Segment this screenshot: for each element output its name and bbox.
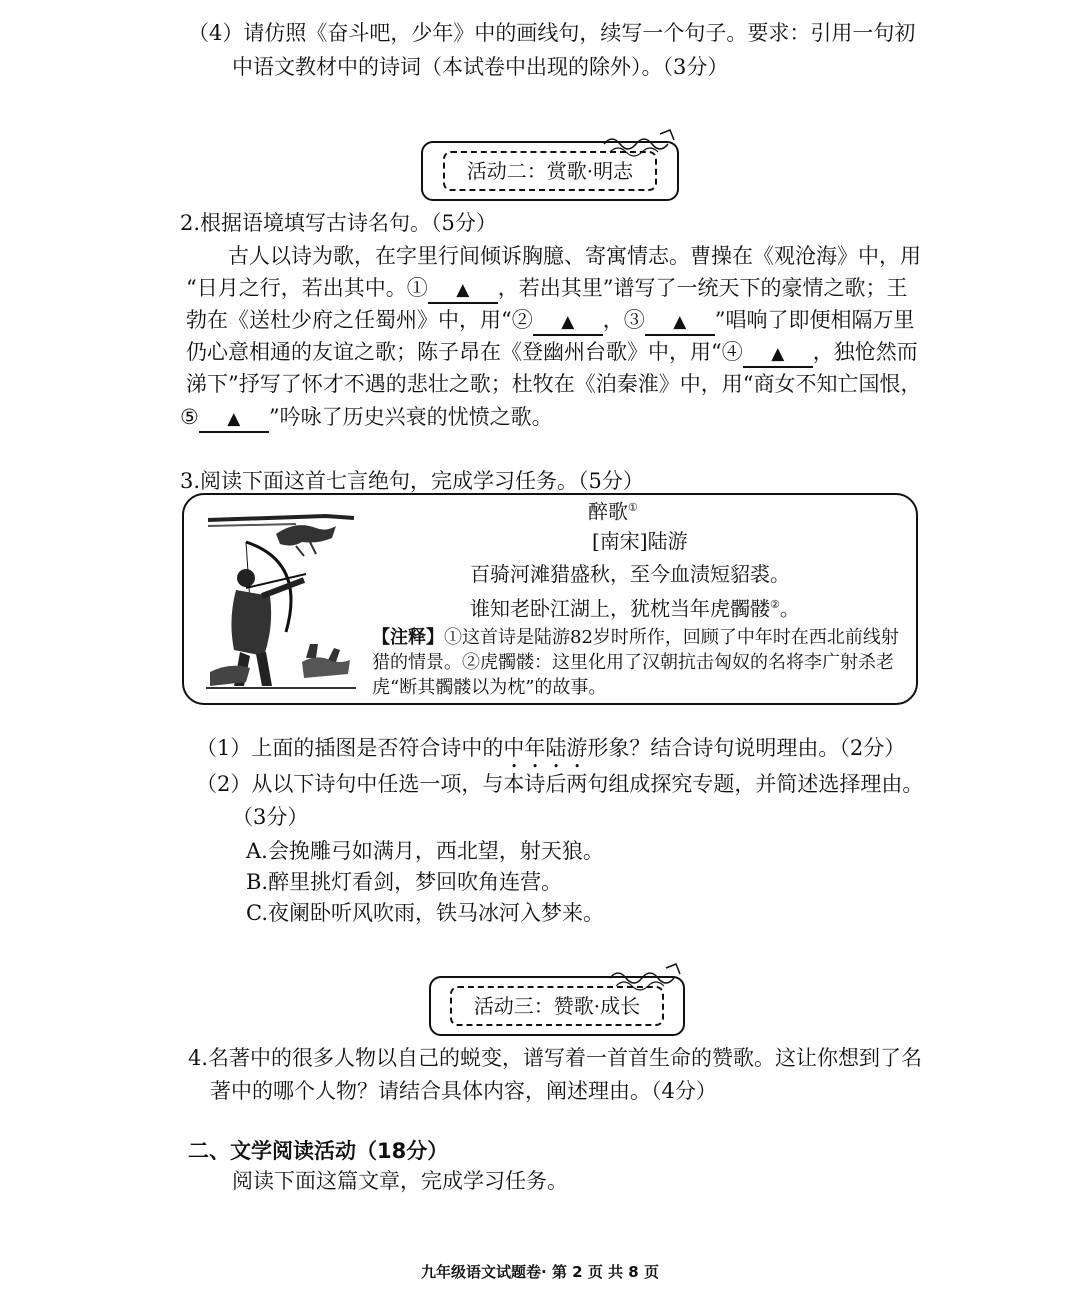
q2-line3 xyxy=(186,305,914,336)
blank-5[interactable] xyxy=(199,405,269,433)
q3-option-a: A.会挽雕弓如满月，西北望，射天狼。 xyxy=(246,839,604,863)
q2-line1: 古人以诗为歌，在字里行间倾诉胸臆、寄寓情志。曹操在《观沧海》中，用 xyxy=(228,244,921,268)
triangle-icon: ▲ xyxy=(771,344,785,364)
q2-heading: 2.根据语境填写古诗名句。（5分） xyxy=(180,211,497,235)
q2-line4 xyxy=(186,337,918,368)
poem-note-line1: 【注释】①这首诗是陆游82岁时所作，回顾了中年时在西北前线射 xyxy=(372,627,899,648)
activity2-title: 活动二：赏歌·明志 xyxy=(443,151,657,191)
blank-2[interactable] xyxy=(533,308,603,336)
blank-1[interactable] xyxy=(428,276,498,304)
q3-sub1: （1）上面的插图是否符合诗中的中年陆游形象？结合诗句说明理由。（2分） xyxy=(196,736,906,760)
section2-intro: 阅读下面这篇文章，完成学习任务。 xyxy=(232,1169,568,1193)
triangle-icon: ▲ xyxy=(456,280,470,300)
triangle-icon: ▲ xyxy=(227,409,241,429)
activity2-banner xyxy=(421,141,679,201)
blank-4[interactable] xyxy=(743,340,813,368)
poem-verse-2: 谁知老卧江湖上，犹枕当年虎髑髅②。 xyxy=(470,596,800,621)
poem-verse-2-note: ② xyxy=(770,598,780,611)
q3-sub2-score: （3分） xyxy=(232,805,309,829)
activity3-title: 活动三：赞歌·成长 xyxy=(450,986,664,1026)
q2-line4-a: 仍心意相通的友谊之歌；陈子昂在《登幽州台歌》中，用“④ xyxy=(186,340,743,364)
poem-note-line3: 虎“断其髑髅以为枕”的故事。 xyxy=(372,677,607,698)
q2-line6-b: ”吟咏了历史兴衰的忧愤之歌。 xyxy=(268,405,553,429)
q2-line5: 涕下”抒写了怀才不遇的悲壮之歌；杜牧在《泊秦淮》中，用“商女不知亡国恨， xyxy=(186,372,922,396)
triangle-icon: ▲ xyxy=(673,312,687,332)
blank-3[interactable] xyxy=(645,308,715,336)
poem-verse-1: 百骑河滩猎盛秋，至今血渍短貂裘。 xyxy=(470,562,790,586)
q3-heading: 3.阅读下面这首七言绝句，完成学习任务。（5分） xyxy=(180,469,644,493)
activity3-banner xyxy=(429,976,685,1036)
q2-line2-b: ，若出其里”谱写了一统天下的豪情之歌；王 xyxy=(497,276,908,300)
page-footer: 九年级语文试题卷· 第 2 页 共 8 页 xyxy=(421,1263,659,1281)
emphasized-phrase: 中年陆游 xyxy=(503,736,588,760)
q3-sub2: （2）从以下诗句中任选一项，与本诗后两句组成探究专题，并简述选择理由。 xyxy=(196,772,924,796)
section2-heading: 二、文学阅读活动（18分） xyxy=(188,1139,449,1163)
q1-part4-line2: 中语文教材中的诗词（本试卷中出现的除外）。（3分） xyxy=(232,55,729,79)
q4-line1: 4.名著中的很多人物以自己的蜕变，谱写着一首首生命的赞歌。这让你想到了名 xyxy=(188,1046,923,1070)
q3-option-b: B.醉里挑灯看剑，梦回吹角连营。 xyxy=(246,870,563,894)
q3-option-c: C.夜阑卧听风吹雨，铁马冰河入梦来。 xyxy=(246,901,604,925)
poem-note-line2: 猎的情景。②虎髑髅：这里化用了汉朝抗击匈奴的名将李广射杀老 xyxy=(372,652,894,673)
q2-line3-c: ”唱响了即便相隔万里 xyxy=(714,308,915,332)
q2-line2 xyxy=(186,273,907,304)
q2-line3-a: 勃在《送杜少府之任蜀州》中，用“② xyxy=(186,308,533,332)
triangle-icon: ▲ xyxy=(561,312,575,332)
archer-illustration xyxy=(206,512,356,698)
q2-line4-b: ，独怆然而 xyxy=(812,340,918,364)
q2-line6 xyxy=(180,402,553,433)
q4-line2: 著中的哪个人物？请结合具体内容，阐述理由。（4分） xyxy=(210,1079,717,1103)
q1-part4-line1: （4）请仿照《奋斗吧，少年》中的画线句，续写一个句子。要求：引用一句初 xyxy=(188,21,916,45)
poem-author: [南宋]陆游 xyxy=(592,529,688,553)
poem-title-note: ① xyxy=(628,501,638,514)
q2-line6-a: ⑤ xyxy=(180,405,199,429)
q2-line3-b: ，③ xyxy=(602,308,645,332)
note-label: 【注释】 xyxy=(372,627,444,648)
q2-line2-a: “日月之行，若出其中。① xyxy=(186,276,428,300)
poem-title: 醉歌① xyxy=(588,499,638,524)
